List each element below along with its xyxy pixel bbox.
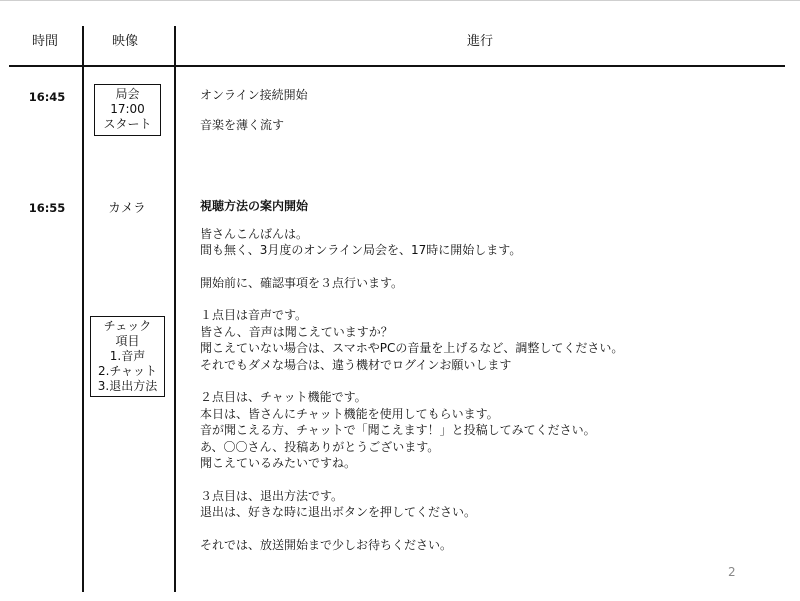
progress-line: １点目は音声です。 xyxy=(200,308,308,322)
progress-line: 間も無く、3月度のオンライン局会を、17時に開始します。 xyxy=(200,243,522,257)
section-heading: 視聴方法の案内開始 xyxy=(200,199,309,213)
row1-video-box xyxy=(94,84,161,136)
row1-video-box-line: 局会 xyxy=(115,87,140,101)
progress-line: それでは、放送開始まで少しお待ちください。 xyxy=(200,537,453,552)
progress-line: 開始前に、確認事項を３点行います。 xyxy=(200,275,404,290)
progress-line: 皆さん、音声は聞こえていますか？ xyxy=(200,324,393,339)
progress-line: オンライン接続開始 xyxy=(200,88,308,102)
check-box-line: 項目 xyxy=(115,334,140,348)
check-box-line: 3.退出方法 xyxy=(97,379,158,393)
column-divider-2 xyxy=(174,26,176,592)
header-time: 時間 xyxy=(31,34,58,49)
row1-time: 16:45 xyxy=(28,90,66,104)
header-progress: 進行 xyxy=(466,34,493,49)
progress-line: 本日は、皆さんにチャット機能を使用してもらいます。 xyxy=(200,406,499,421)
header-divider xyxy=(9,65,785,67)
row1-progress xyxy=(200,87,308,133)
progress-line: 聞こえていない場合は、スマホやPCの音量を上げるなど、調整してください。 xyxy=(200,341,624,355)
check-box-line: 1.音声 xyxy=(109,349,146,363)
row2-video-label: カメラ xyxy=(108,200,146,215)
row1-video-box-line: 17:00 xyxy=(110,102,145,116)
row2-progress xyxy=(200,198,623,553)
page-number: 2 xyxy=(728,565,736,579)
progress-line: ２点目は、チャット機能です。 xyxy=(200,390,367,404)
progress-line: 皆さんこんばんは。 xyxy=(200,226,309,241)
column-divider-1 xyxy=(82,26,84,592)
top-border xyxy=(0,0,800,1)
progress-line: 聞こえているみたいですね。 xyxy=(200,456,357,470)
header-video: 映像 xyxy=(111,34,138,49)
check-items-box xyxy=(90,316,165,397)
progress-line: 音楽を薄く流す xyxy=(200,117,285,132)
progress-line: あ、〇〇さん、投稿ありがとうございます。 xyxy=(200,439,440,454)
progress-line: 退出は、好きな時に退出ボタンを押してください。 xyxy=(200,505,477,519)
check-box-line: チェック xyxy=(103,319,152,333)
progress-line: それでもダメな場合は、違う機材でログインお願いします xyxy=(200,357,512,372)
progress-line: ３点目は、退出方法です。 xyxy=(200,488,344,503)
row1-video-box-line: スタート xyxy=(103,117,152,131)
check-box-line: 2.チャット xyxy=(97,364,158,378)
row2-time: 16:55 xyxy=(28,201,66,215)
progress-line: 音が聞こえる方、チャットで「聞こえます！」と投稿してみてください。 xyxy=(200,423,596,437)
